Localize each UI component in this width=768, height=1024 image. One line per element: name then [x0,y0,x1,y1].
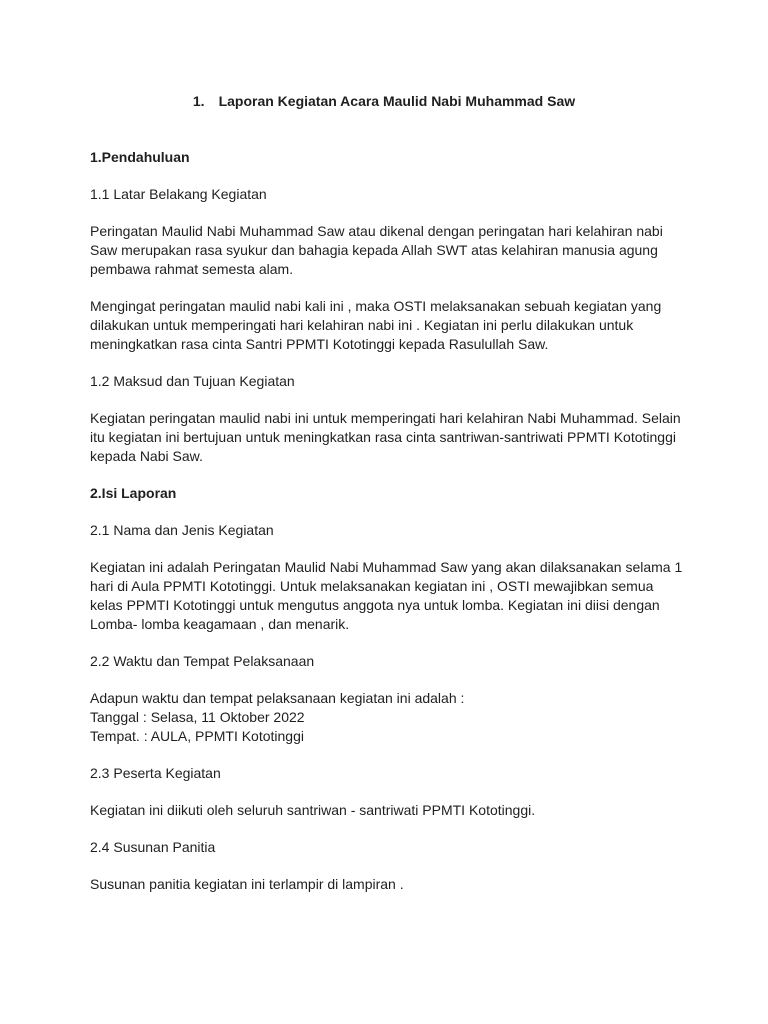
paragraph-line: Susunan panitia kegiatan ini terlampir di lampiran . [90,876,404,892]
place-line: Tempat. : AULA, PPMTI Kototinggi [90,728,304,744]
subsection-heading-susunan-panitia: 2.4 Susunan Panitia [90,839,216,855]
subsection-heading-nama-jenis: 2.1 Nama dan Jenis Kegiatan [90,522,274,538]
subsection-heading-latar-belakang: 1.1 Latar Belakang Kegiatan [90,186,267,202]
paragraph-waktu-tempat [90,689,690,746]
paragraph-maksud-tujuan [90,409,690,466]
paragraph-susunan-panitia [90,875,690,894]
subsection-heading-waktu-tempat: 2.2 Waktu dan Tempat Pelaksanaan [90,653,315,669]
title-number: 1. [192,93,205,109]
document-body [90,148,690,894]
paragraph-line: Kegiatan ini diikuti oleh seluruh santriwan - santriwati PPMTI Kototinggi. [90,802,536,818]
paragraph-line: Mengingat peringatan maulid nabi kali ini , maka OSTI melaksanakan sebuah kegiatan yang [90,298,662,314]
paragraph-line: Kegiatan peringatan maulid nabi ini untuk memperingati hari kelahiran Nabi Muhammad. Selain [90,410,681,426]
paragraph-line: dilakukan untuk memperingati hari kelahiran nabi ini . Kegiatan ini perlu dilakukan untuk [90,317,634,333]
paragraph-latar-belakang-1 [90,222,690,279]
paragraph-line: Lomba- lomba keagamaan , dan menarik. [90,616,350,632]
title-text: Laporan Kegiatan Acara Maulid Nabi Muhammad Saw [218,93,576,109]
document-title [0,92,768,111]
paragraph-line: hari di Aula PPMTI Kototinggi. Untuk melaksanakan kegiatan ini , OSTI mewajibkan semua [90,578,654,594]
paragraph-latar-belakang-2 [90,297,690,354]
paragraph-line: kelas PPMTI Kototinggi untuk mengutus anggota nya untuk lomba. Kegiatan ini diisi dengan [90,597,660,613]
subsection-heading-peserta: 2.3 Peserta Kegiatan [90,765,221,781]
paragraph-peserta [90,801,690,820]
paragraph-line: meningkatkan rasa cinta Santri PPMTI Kototinggi kepada Rasulullah Saw. [90,336,549,352]
paragraph-line: kepada Nabi Saw. [90,448,203,464]
section-heading-pendahuluan: 1.Pendahuluan [90,149,190,165]
paragraph-line: Saw merupakan rasa syukur dan bahagia kepada Allah SWT atas kelahiran manusia agung [90,242,658,258]
paragraph-line: Kegiatan ini adalah Peringatan Maulid Nabi Muhammad Saw yang akan dilaksanakan selama 1 [90,559,683,575]
paragraph-nama-jenis [90,558,690,634]
subsection-heading-maksud-tujuan: 1.2 Maksud dan Tujuan Kegiatan [90,373,295,389]
paragraph-line: Peringatan Maulid Nabi Muhammad Saw atau dikenal dengan peringatan hari kelahiran nabi [90,223,663,239]
paragraph-line: itu kegiatan ini bertujuan untuk meningkatkan rasa cinta santriwan-santriwati PPMTI Kototinggi [90,429,676,445]
paragraph-line: pembawa rahmat semesta alam. [90,261,294,277]
section-heading-isi-laporan: 2.Isi Laporan [90,485,177,501]
date-line: Tanggal : Selasa, 11 Oktober 2022 [90,709,305,725]
paragraph-line: Adapun waktu dan tempat pelaksanaan kegiatan ini adalah : [90,690,465,706]
